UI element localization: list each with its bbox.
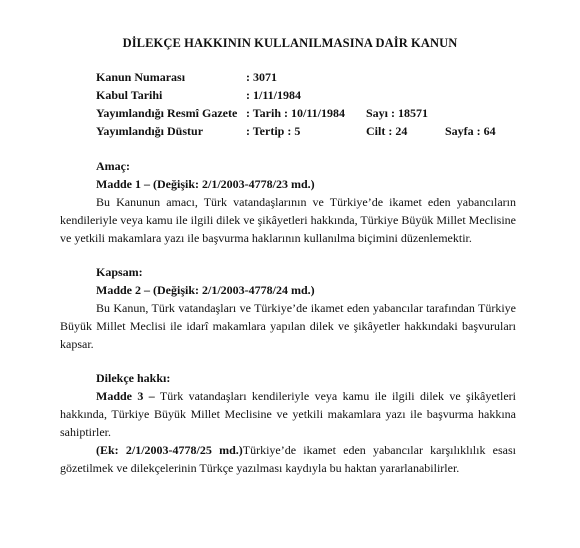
- meta-label: Kabul Tarihi: [96, 88, 163, 102]
- meta-value: : 1/11/1984: [246, 88, 302, 102]
- section-dilekce-hakki: [60, 369, 516, 477]
- meta-value: Sayfa : 64: [445, 124, 496, 138]
- meta-label: Yayımlandığı Resmî Gazete: [96, 106, 238, 120]
- section-amac: [60, 157, 516, 247]
- article-heading: Madde 2 – (Değişik: 2/1/2003-4778/24 md.): [96, 283, 315, 297]
- amendment-label: (Ek: 2/1/2003-4778/25 md.): [96, 443, 243, 457]
- meta-value: : Tertip : 5: [246, 124, 301, 138]
- section-heading: Dilekçe hakkı:: [96, 371, 171, 385]
- meta-value: : 3071: [246, 70, 277, 84]
- document-title: DİLEKÇE HAKKININ KULLANILMASINA DAİR KANUN: [122, 36, 458, 50]
- article-amendment: [60, 441, 516, 477]
- amendment-text: Türkiye’de ikamet eden yabancılar karşılıklılık esası gözetilmek ve dilekçelerinin Türkçe yazılması kaydıyla bu haktan yararlanabilirler.: [60, 443, 516, 475]
- meta-label: Yayımlandığı Düstur: [96, 124, 204, 138]
- article-text: [60, 387, 516, 441]
- article-text: Bu Kanun, Türk vatandaşları ve Türkiye’de ikamet eden yabancılar tarafından Türkiye Büyük Millet Meclisi ile idarî makamlara yapılan dilek ve şikâyetler hakkındaki başvuruları kapsar.: [60, 301, 516, 351]
- meta-value: : Tarih : 10/11/1984: [246, 106, 346, 120]
- section-kapsam: [60, 263, 516, 353]
- article-heading: Madde 1 – (Değişik: 2/1/2003-4778/23 md.): [96, 177, 315, 191]
- article-body: Türk vatandaşları kendileriyle veya kamu ile ilgili dilek ve şikâyetleri hakkında, Türkiye Büyük Millet Meclisine ve yetkili makamlara yazı ile başvurma hakkına sahiptirler.: [60, 389, 517, 439]
- meta-value: Sayı : 18571: [366, 106, 429, 120]
- section-heading: Amaç:: [96, 159, 130, 173]
- article-heading: Madde 3 –: [96, 389, 155, 403]
- meta-label: Kanun Numarası: [96, 70, 186, 84]
- article-text: Bu Kanunun amacı, Türk vatandaşlarının ve Türkiye’de ikamet eden yabancıların kendileriyle veya kamu ile ilgili dilek ve şikâyetleri hakkında, Türkiye Büyük Millet Meclisine ve yetkili makamlara yazı ile başvurma haklarının kullanılma biçimini düzenlemektir.: [60, 195, 516, 245]
- meta-value: Cilt : 24: [366, 124, 408, 138]
- section-heading: Kapsam:: [96, 265, 143, 279]
